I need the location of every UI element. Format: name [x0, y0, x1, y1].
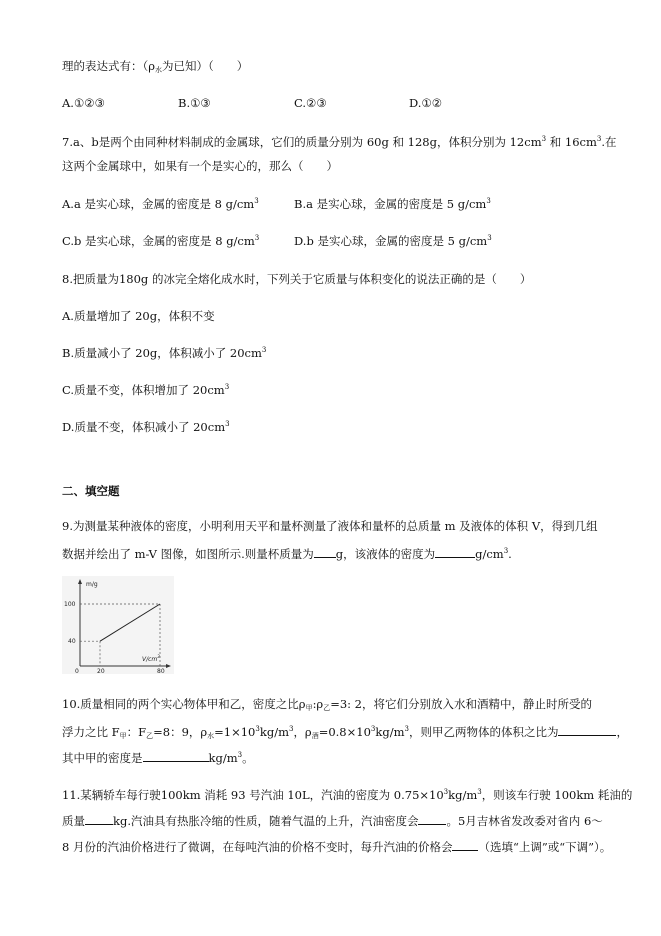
q9-stem-line2 [62, 545, 512, 562]
q10-stem-line3 [62, 749, 254, 766]
question-continuation-line [62, 58, 248, 74]
text-segment: 为已知）（ ） [162, 59, 249, 73]
text-segment: kg.汽油具有热胀冷缩的性质，随着气温的上升，汽油密度会 [113, 814, 419, 828]
q7-option-c[interactable] [62, 233, 259, 249]
x-axis-label-text: V/cm [142, 656, 158, 663]
superscript: 3 [254, 197, 259, 205]
superscript: 3 [370, 725, 376, 733]
q6-option-b[interactable]: B.①③ [178, 96, 211, 110]
superscript: 3 [225, 420, 230, 428]
text-segment: 7.a、b是两个由同种材料制成的金属球，它们的质量分别为 60g 和 128g，体积分别为 12cm [62, 135, 542, 149]
answer-blank[interactable] [558, 723, 616, 736]
comma: ， [616, 725, 628, 739]
superscript: 3 [255, 725, 260, 733]
q8-option-b[interactable] [62, 345, 266, 361]
q8-option-a[interactable] [62, 308, 215, 324]
q7-stem-line1 [62, 134, 616, 150]
text-segment: ，ρ [293, 725, 312, 739]
text-segment: ，则该车行驶 100km 耗油的 [481, 788, 633, 802]
text-segment: =1×10 [214, 725, 256, 739]
subscript: 乙 [146, 732, 154, 740]
subscript: 水 [207, 732, 215, 740]
option-text: C.b 是实心球，金属的密度是 8 g/cm [62, 234, 255, 248]
superscript: 3 [443, 788, 449, 796]
answer-blank[interactable] [314, 545, 336, 558]
q11-stem-line2 [62, 812, 603, 829]
option-text: A.a 是实心球，金属的密度是 8 g/cm [62, 197, 255, 211]
text-segment: =8：9，ρ [153, 725, 208, 739]
superscript: 3 [237, 751, 243, 759]
text-segment: 8 月份的汽油价格进行了微调，在每吨汽油的价格不变时，每升汽油的价格会 [62, 840, 453, 854]
superscript: 3 [254, 234, 260, 242]
answer-blank[interactable] [452, 838, 478, 851]
answer-blank[interactable] [143, 749, 209, 762]
q7-option-d[interactable] [294, 233, 492, 249]
text-segment: kg/m [259, 725, 289, 739]
text-segment: =3: 2，将它们分别放入水和酒精中，静止时所受的 [330, 697, 592, 711]
subscript: 甲 [119, 732, 127, 740]
answer-blank[interactable] [418, 812, 446, 825]
q8-option-c[interactable] [62, 382, 229, 398]
text-segment: 11.某辆轿车每行驶100km 消耗 93 号汽油 10L，汽油的密度为 0.75×10 [62, 788, 444, 802]
text-segment: kg/m [448, 788, 478, 802]
answer-blank[interactable] [85, 812, 113, 825]
text-segment: 质量 [62, 814, 85, 828]
option-text: C.质量不变，体积增加了 20cm [62, 383, 225, 397]
origin-label: 0 [75, 668, 79, 674]
text-segment: 。5月吉林省发改委对省内 6～ [446, 814, 603, 828]
text-segment: :ρ [312, 697, 324, 711]
section-heading: 二、填空题 [62, 484, 120, 498]
option-text: D.b 是实心球，金属的密度是 5 g/cm [294, 234, 488, 248]
q11-stem-line1 [62, 787, 632, 803]
superscript: 3 [503, 547, 509, 555]
q6-option-a[interactable]: A.①②③ [62, 96, 105, 110]
subscript: 乙 [323, 704, 331, 712]
text-segment: ：F [126, 725, 147, 739]
q10-stem-line1 [62, 696, 592, 712]
y-axis-label: m/g [86, 581, 98, 588]
q7-option-b[interactable] [294, 196, 491, 212]
q8-option-d[interactable] [62, 419, 230, 435]
x-tick-label: 80 [157, 668, 165, 674]
x-tick-label: 20 [97, 668, 105, 674]
x-axis-label-sup: 3 [157, 654, 160, 659]
text-segment: ，则甲乙两物体的体积之比为 [408, 725, 559, 739]
subscript: 酒 [311, 732, 319, 740]
text-segment: 和 16cm [546, 135, 597, 149]
text-segment: kg/m [208, 751, 238, 765]
superscript: 3 [596, 135, 602, 143]
text-segment: =0.8×10 [318, 725, 371, 739]
q7-stem-line2: 这两个金属球中，如果有一个是实心的，那么（ ） [62, 159, 338, 173]
text-segment: . [508, 547, 512, 561]
subscript: 水 [155, 66, 163, 74]
text-segment: 10.质量相同的两个实心物体甲和乙，密度之比ρ [62, 697, 306, 711]
text-segment: 浮力之比 F [62, 725, 120, 739]
q6-option-d[interactable]: D.①② [409, 96, 443, 110]
q11-stem-line3 [62, 838, 611, 855]
superscript: 3 [261, 346, 267, 354]
superscript: 3 [541, 135, 547, 143]
option-text: D.质量不变，体积减小了 20cm [62, 420, 226, 434]
option-text: B.质量减小了 20g，体积减小了 20cm [62, 346, 262, 360]
text-segment: （选填“上调”或“下调”）。 [478, 840, 612, 854]
q10-stem-line2 [62, 723, 628, 740]
q9-stem-line1: 9.为测量某种液体的密度，小明利用天平和量杯测量了液体和量杯的总质量 m 及液体的体积 V，得到几组 [62, 519, 598, 533]
m-v-graph [62, 576, 174, 674]
text-segment: .在 [601, 135, 617, 149]
option-text: B.a 是实心球，金属的密度是 5 g/cm [294, 197, 487, 211]
q6-option-c[interactable]: C.②③ [294, 96, 327, 110]
superscript: 3 [224, 383, 230, 391]
superscript: 3 [477, 788, 482, 796]
text-segment: 数据并绘出了 m-V 图像，如图所示.则量杯质量为 [62, 547, 314, 561]
text-segment: 。 [242, 751, 254, 765]
text-segment: g，该液体的密度为 [335, 547, 436, 561]
text-segment: kg/m [375, 725, 405, 739]
y-tick-label: 100 [64, 601, 76, 608]
superscript: 3 [486, 197, 491, 205]
y-tick-label: 40 [68, 638, 76, 646]
superscript: 3 [288, 725, 294, 733]
superscript: 3 [404, 725, 409, 733]
answer-blank[interactable] [435, 545, 475, 558]
option-text: A.质量增加了 20g，体积不变 [62, 309, 215, 323]
text-segment: 其中甲的密度是 [62, 751, 143, 765]
q8-stem: 8.把质量为180g 的冰完全熔化成水时，下列关于它质量与体积变化的说法正确的是（ ） [62, 272, 532, 286]
q7-option-a[interactable] [62, 196, 259, 212]
superscript: 3 [487, 234, 492, 242]
text-segment: g/cm [475, 547, 504, 561]
subscript: 甲 [305, 704, 313, 712]
text-segment: 理的表达式有：（ρ [62, 59, 156, 73]
